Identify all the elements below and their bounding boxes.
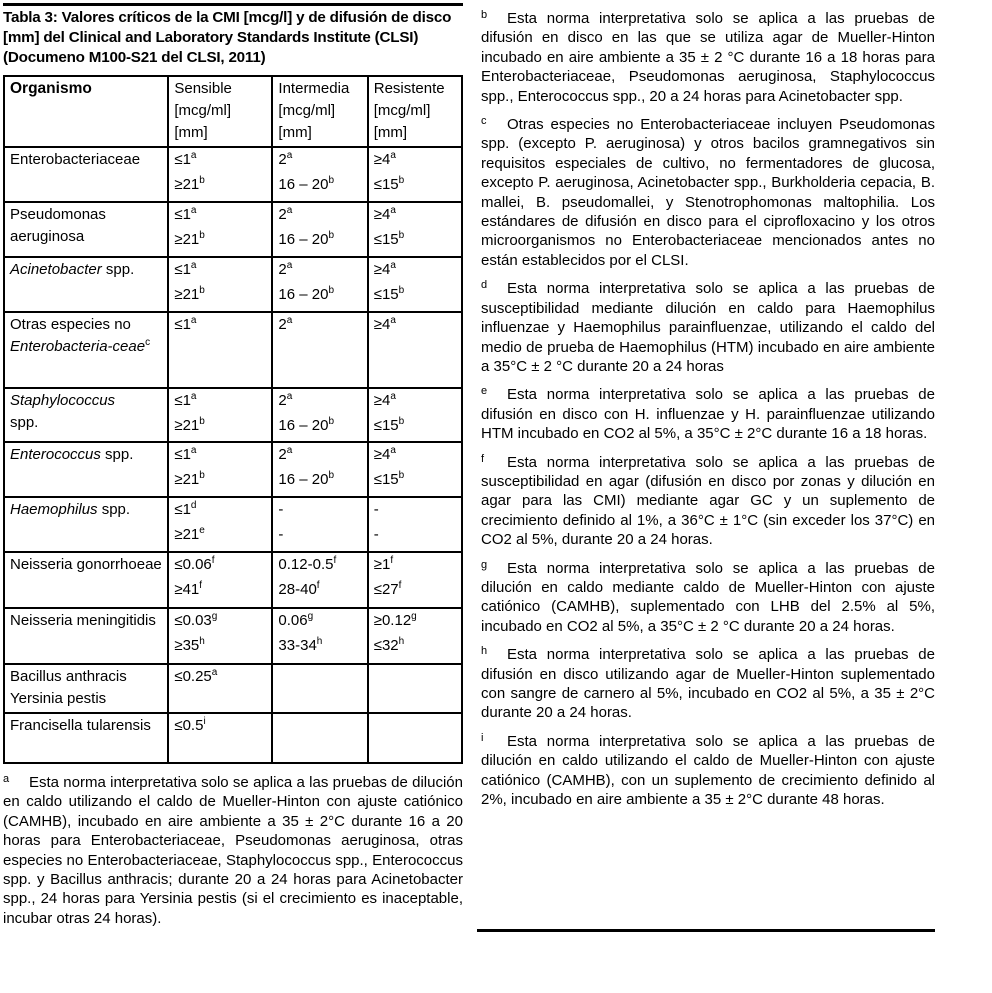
footnote-f: f Esta norma interpretativa solo se aplica a las pruebas de susceptibilidad en agar (difusión en disco por zonas y dilución en agar para las CMI) mediante agar GC y un suplemento de crecimiento definido al 1%, a 36°C ± 1°C (sin exceder los 37°C) en CO2 al 5%, durante 20 a 24 horas. — [481, 452, 935, 549]
resistente-cell — [368, 664, 462, 713]
intermedia-cell: 2$^a$ 16 – 20$^b$ — [272, 442, 367, 497]
sensible-cell: ≤0.06$^f$ $\ge 41^f$ — [168, 552, 272, 608]
table-row — [4, 202, 462, 257]
header-organismo: Organismo — [4, 76, 168, 147]
sensible-cell: $\le 1^a$ — [168, 312, 272, 388]
resistente-cell — [368, 713, 462, 763]
header-sensible: Sensible [mcg/ml] [mm] — [168, 76, 272, 147]
resistente-cell: ≥0.12$^g$ $\le 32^h$ — [368, 608, 462, 664]
resistente-cell: $\ge 4^a$ $\le 15^b$ — [368, 388, 462, 442]
intermedia-cell: 2$^a$ 16 – 20$^b$ — [272, 388, 367, 442]
intermedia-cell: 0.06$^g$ 33-34$^h$ — [272, 608, 367, 664]
footnote-i: i Esta norma interpretativa solo se aplica a las pruebas de dilución en caldo utilizando el caldo de Mueller-Hinton con ajuste catiónico (CAMHB), con un suplemento de crecimiento definido al 2%, incubado en aire ambiente a 35 ± 2°C durante 48 horas. — [481, 731, 935, 809]
resistente-cell: $\ge 4^a$ — [368, 312, 462, 388]
resistente-cell: $\ge 4^a$ $\le 15^b$ — [368, 147, 462, 202]
organism-cell: Pseudomonas aeruginosa — [4, 202, 168, 257]
sensible-cell: $\le 1^a$ $\ge 21^b$ — [168, 147, 272, 202]
resistente-cell: $\ge 1^f$ $\le 27^f$ — [368, 552, 462, 608]
table-row — [4, 147, 462, 202]
right-column — [481, 6, 935, 815]
table-row — [4, 442, 462, 497]
organism-cell: Neisseria gonorrhoeae — [4, 552, 168, 608]
resistente-cell: $\ge 4^a$ $\le 15^b$ — [368, 257, 462, 312]
header-resistente: Resistente [mcg/ml] [mm] — [368, 76, 462, 147]
footnote-g: g Esta norma interpretativa solo se aplica a las pruebas de dilución en caldo mediante caldo de Mueller-Hinton con ajuste catiónico (CAMHB), suplementado con LHB del 2.5% al 5%, incubado en CO2 al 5%, a 35°C ± 2 °C durante 20 a 24 horas. — [481, 558, 935, 635]
organism-cell: Otras especies no Enterobacteria-ceae$^c$ — [4, 312, 168, 388]
header-intermedia: Intermedia [mcg/ml] [mm] — [272, 76, 367, 147]
intermedia-cell: 0.12-0.5$^f$ 28-40$^f$ — [272, 552, 367, 608]
table-row — [4, 312, 462, 388]
organism-cell: Enterobacteriaceae — [4, 147, 168, 202]
intermedia-cell: 2$^a$ 16 – 20$^b$ — [272, 257, 367, 312]
intermedia-cell: 2$^a$ 16 – 20$^b$ — [272, 147, 367, 202]
table-row — [4, 713, 462, 763]
footnote-h: h Esta norma interpretativa solo se aplica a las pruebas de difusión en disco utilizando agar de Mueller-Hinton suplementado con sangre de carnero al 5%, incubado en CO2 al 5%, a 35 ± 2°C durante 20 a 24 horas. — [481, 645, 935, 722]
footnote-d: d Esta norma interpretativa solo se aplica a las pruebas de susceptibilidad mediante dilución en caldo para Haemophilus influenzae y Haemophilus parainfluenzae, utilizando el caldo del medio de prueba de Haemophilus (HTM) incubado en aire ambiente a 35°C ± 2 °C durante 20 a 24 horas — [481, 279, 935, 375]
table-header-row — [4, 76, 462, 147]
table-row — [4, 608, 462, 664]
table-title: Tabla 3: Valores críticos de la CMI [mcg/l] y de difusión de disco [mm] del Clinical and Laboratory Standards Institute (CLSI) (Documeno M100-S21 del CLSI, 2011) — [3, 3, 463, 74]
sensible-cell: ≤0.03$^g$ $\ge 35^h$ — [168, 608, 272, 664]
table-row — [4, 664, 462, 713]
organism-cell: Francisella tularensis — [4, 713, 168, 763]
organism-cell: Acinetobacter spp. — [4, 257, 168, 312]
table-row — [4, 388, 462, 442]
organism-cell: Bacillus anthracis Yersinia pestis — [4, 664, 168, 713]
organism-cell: Enterococcus spp. — [4, 442, 168, 497]
sensible-cell: $\le 1^a$ $\ge 21^b$ — [168, 257, 272, 312]
table-row — [4, 552, 462, 608]
resistente-cell: - - — [368, 497, 462, 552]
sensible-cell: $\le 1^d$ $\ge 21^e$ — [168, 497, 272, 552]
left-column — [3, 3, 463, 928]
organism-cell: Haemophilus spp. — [4, 497, 168, 552]
intermedia-cell: - - — [272, 497, 367, 552]
sensible-cell: $\le 1^a$ $\ge 21^b$ — [168, 388, 272, 442]
sensible-cell: ≤0.25$^a$ — [168, 664, 272, 713]
footnote-e: e Esta norma interpretativa solo se aplica a las pruebas de difusión en disco con H. influenzae y H. parainfluenzae utilizando HTM incubado en CO2 al 5%, a 35°C ± 2°C durante 16 a 18 horas. — [481, 385, 935, 443]
bottom-rule-divider — [477, 929, 935, 932]
sensible-cell: $\le 1^a$ $\ge 21^b$ — [168, 202, 272, 257]
footnote-a: a Esta norma interpretativa solo se aplica a las pruebas de dilución en caldo utilizando el caldo de Mueller-Hinton con ajuste catiónico (CAMHB), incubado en aire ambiente a 35 ± 2°C durante 16 a 20 horas para Enterobacteriaceae, Pseudomonas aeruginosa, otras especies no Enterobacteriaceae, Staphylococcus spp., Enterococcus spp. y Bacillus anthracis; durante 20 a 24 horas para Acinetobacter spp., 24 horas para Yersinia pestis (si el crecimiento es inaceptable, incubar otras 24 horas). — [3, 773, 463, 927]
intermedia-cell: 2$^a$ — [272, 312, 367, 388]
organism-cell: Neisseria meningitidis — [4, 608, 168, 664]
sensible-cell: $\le 1^a$ $\ge 21^b$ — [168, 442, 272, 497]
intermedia-cell — [272, 713, 367, 763]
intermedia-cell — [272, 664, 367, 713]
resistente-cell: $\ge 4^a$ $\le 15^b$ — [368, 202, 462, 257]
breakpoints-table — [3, 75, 463, 764]
footnote-c: c Otras especies no Enterobacteriaceae incluyen Pseudomonas spp. (excepto P. aeruginosa) y otros bacilos gramnegativos sin requisitos especiales de cultivo, no fermentadores de glucosa, excepto P. aeruginosa, Acinetobacter spp., Burkholderia cepacia, B. mallei, B. pseudomallei, y Stenotrophomonas maltophilia. Los estándares de difusión en disco para el ciprofloxacino y los otros microorganismos no Enterobacteriaceae mencionados antes no están establecidos por el CLSI. — [481, 115, 935, 269]
table-row — [4, 497, 462, 552]
table-row — [4, 257, 462, 312]
resistente-cell: $\ge 4^a$ $\le 15^b$ — [368, 442, 462, 497]
sensible-cell: $\le 0.5^i$ — [168, 713, 272, 763]
organism-cell: Staphylococcus spp. — [4, 388, 168, 442]
footnote-b: b Esta norma interpretativa solo se aplica a las pruebas de difusión en disco en las que se utiliza agar de Mueller-Hinton incubado en aire ambiente a 35 ± 2 °C durante 16 a 18 horas para Enterobacteriaceae, Pseudomonas aeruginosa, Staphylococcus spp., Enterococcus spp., 20 a 24 horas para Acinetobacter spp. — [481, 9, 935, 105]
intermedia-cell: 2$^a$ 16 – 20$^b$ — [272, 202, 367, 257]
